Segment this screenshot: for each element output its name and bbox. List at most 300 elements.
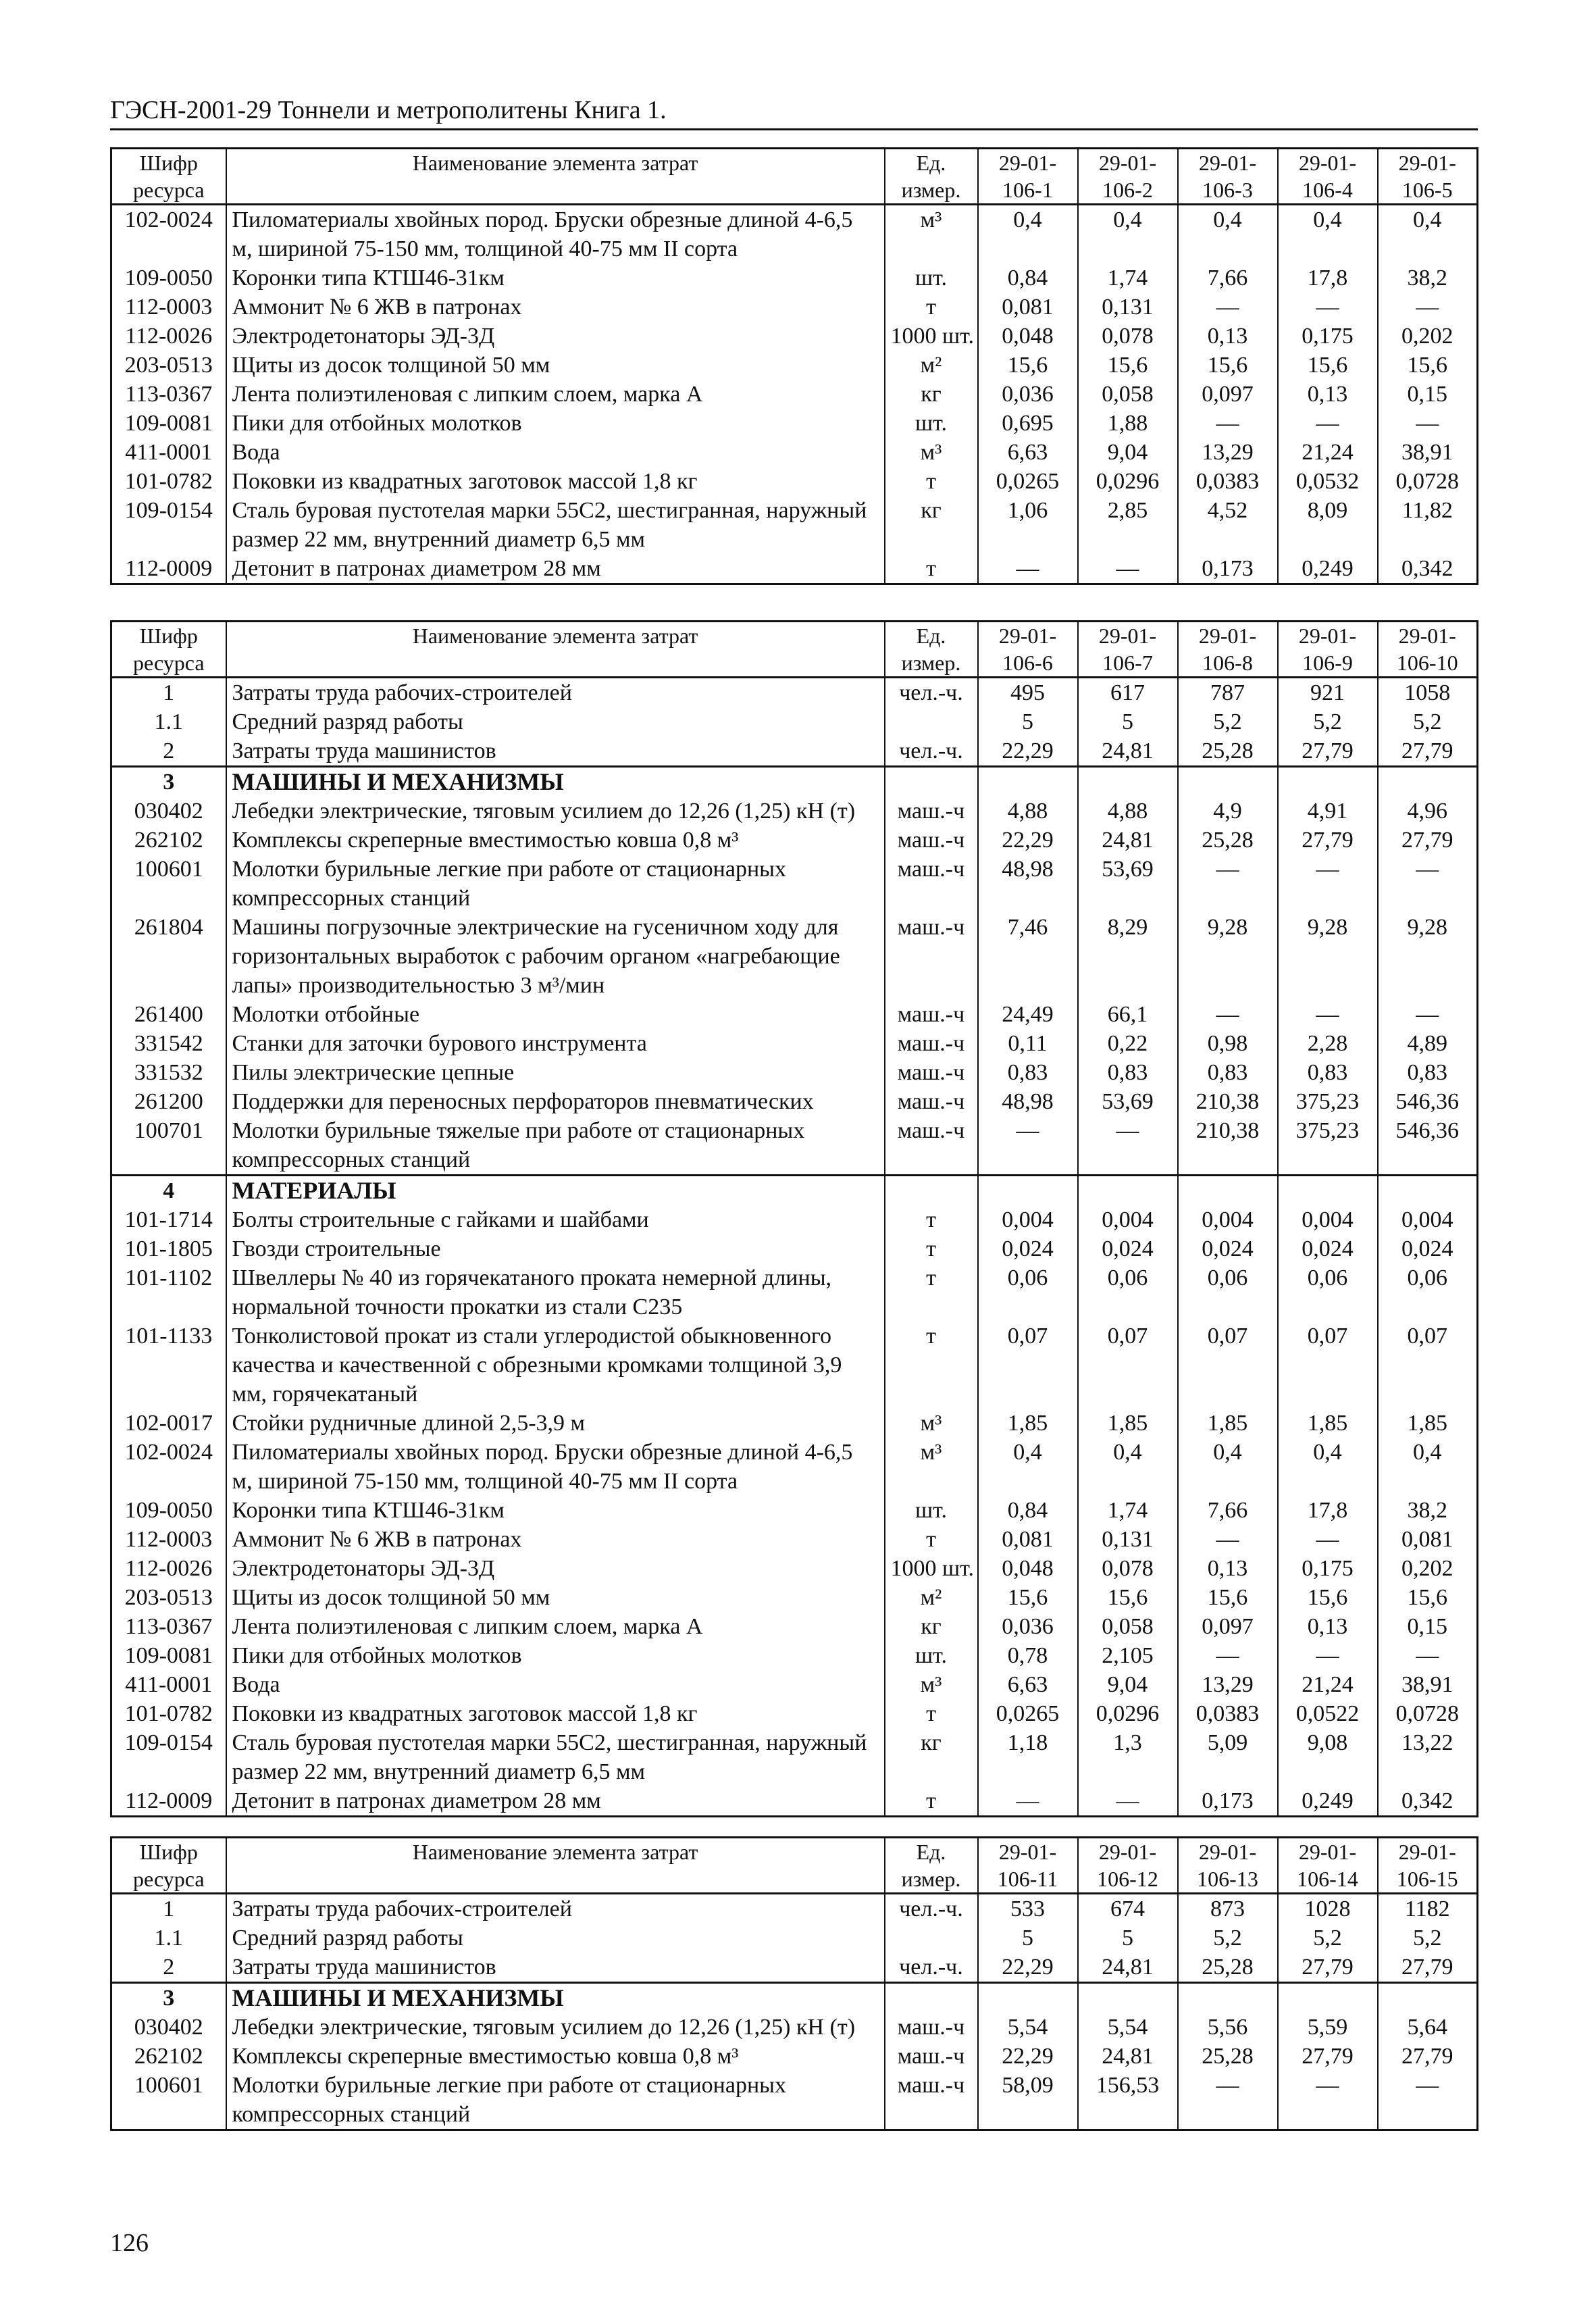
header-norm-code: 29-01-106-13	[1178, 1838, 1278, 1894]
norm-value: 0,0265	[978, 467, 1078, 496]
norm-value: 0,342	[1378, 554, 1478, 584]
resource-code: 109-0081	[111, 409, 226, 438]
norm-value: 27,79	[1278, 736, 1378, 767]
resource-code: 101-1714	[111, 1205, 226, 1234]
resource-code: 100601	[111, 2071, 226, 2130]
header-unit: Ед. измер.	[885, 149, 978, 205]
norm-value	[978, 1983, 1078, 2013]
norm-value: 0,13	[1278, 1612, 1378, 1641]
table-row	[111, 1205, 1478, 1234]
resource-code: 109-0154	[111, 1728, 226, 1786]
unit-of-measure: чел.-ч.	[885, 1894, 978, 1924]
resource-code: 262102	[111, 826, 226, 855]
norm-value: 6,63	[978, 438, 1078, 467]
norm-value	[978, 1176, 1078, 1206]
cost-element-name: Затраты труда рабочих-строителей	[226, 678, 885, 708]
norm-value: 0,4	[1278, 1438, 1378, 1496]
header-unit: Ед. измер.	[885, 622, 978, 678]
resource-code: 109-0154	[111, 496, 226, 554]
norm-value: 375,23	[1278, 1116, 1378, 1176]
norm-value: —	[1278, 1525, 1378, 1554]
table-row	[111, 1641, 1478, 1670]
norm-value: 27,79	[1378, 826, 1478, 855]
header-norm-code: 29-01-106-10	[1378, 622, 1478, 678]
norm-value: 2,105	[1078, 1641, 1178, 1670]
unit-of-measure: маш.-ч	[885, 2071, 978, 2130]
resource-code: 109-0050	[111, 1496, 226, 1525]
norm-value: 48,98	[978, 1087, 1078, 1116]
unit-of-measure: маш.-ч	[885, 2013, 978, 2042]
resource-code: 030402	[111, 797, 226, 826]
norm-value: 15,6	[1278, 351, 1378, 380]
unit-of-measure: м³	[885, 1409, 978, 1438]
norm-value: 25,28	[1178, 2042, 1278, 2071]
norm-value: 5	[1078, 1923, 1178, 1953]
norm-value: 6,63	[978, 1670, 1078, 1699]
norm-value: 5,09	[1178, 1728, 1278, 1786]
norm-value: 0,98	[1178, 1029, 1278, 1058]
norm-value	[1078, 767, 1178, 797]
resource-code: 112-0026	[111, 1554, 226, 1583]
cost-element-name: Пиломатериалы хвойных пород. Бруски обрезные длиной 4-6,5 м, шириной 75-150 мм, толщиной 40-75 мм II сорта	[226, 205, 885, 264]
norm-value: 0,4	[978, 1438, 1078, 1496]
norm-value: —	[1278, 293, 1378, 322]
norm-value: 0,048	[978, 322, 1078, 351]
norm-value: 0,078	[1078, 322, 1178, 351]
cost-element-name: Детонит в патронах диаметром 28 мм	[226, 1786, 885, 1817]
resource-code: 203-0513	[111, 351, 226, 380]
cost-element-name: Поковки из квадратных заготовок массой 1,8 кг	[226, 1699, 885, 1728]
norm-value: 0,22	[1078, 1029, 1178, 1058]
norm-value: 0,078	[1078, 1554, 1178, 1583]
cost-element-name: Комплексы скреперные вместимостью ковша 0,8 м³	[226, 2042, 885, 2071]
header-norm-code: 29-01-106-3	[1178, 149, 1278, 205]
header-norm-code: 29-01-106-15	[1378, 1838, 1478, 1894]
norm-value: 9,04	[1078, 438, 1178, 467]
norm-value: 0,4	[1078, 205, 1178, 264]
norm-value: 38,91	[1378, 1670, 1478, 1699]
table-row	[111, 1234, 1478, 1263]
table-row	[111, 1029, 1478, 1058]
cost-element-name: Комплексы скреперные вместимостью ковша 0,8 м³	[226, 826, 885, 855]
table-row	[111, 293, 1478, 322]
cost-element-name: Болты строительные с гайками и шайбами	[226, 1205, 885, 1234]
norm-value: 0,13	[1278, 380, 1378, 409]
norm-value: 5	[978, 1923, 1078, 1953]
norm-value: 0,84	[978, 263, 1078, 293]
unit-of-measure: т	[885, 1786, 978, 1817]
norm-value: 7,66	[1178, 263, 1278, 293]
table-row	[111, 1953, 1478, 1983]
table-row	[111, 1263, 1478, 1322]
norm-value: 15,6	[978, 351, 1078, 380]
norm-value: 533	[978, 1894, 1078, 1924]
table-row	[111, 1087, 1478, 1116]
norm-value: 4,9	[1178, 797, 1278, 826]
norm-value: 5,2	[1178, 1923, 1278, 1953]
norm-value: 38,2	[1378, 263, 1478, 293]
resource-code: 331532	[111, 1058, 226, 1087]
norm-value	[1078, 1176, 1178, 1206]
norm-value: 27,79	[1378, 1953, 1478, 1983]
norm-value: —	[1378, 293, 1478, 322]
unit-of-measure: маш.-ч	[885, 797, 978, 826]
table-row	[111, 678, 1478, 708]
unit-of-measure: кг	[885, 1612, 978, 1641]
cost-element-name: Станки для заточки бурового инструмента	[226, 1029, 885, 1058]
norm-value: 0,4	[1378, 1438, 1478, 1496]
norm-value: 0,175	[1278, 1554, 1378, 1583]
resource-code: 411-0001	[111, 1670, 226, 1699]
cost-element-name: Затраты труда рабочих-строителей	[226, 1894, 885, 1924]
resource-code: 2	[111, 1953, 226, 1983]
norm-value: 0,249	[1278, 1786, 1378, 1817]
unit-of-measure: маш.-ч	[885, 1087, 978, 1116]
table-row	[111, 1058, 1478, 1087]
unit-of-measure: чел.-ч.	[885, 736, 978, 767]
norm-value: 15,6	[1178, 351, 1278, 380]
norm-value: 0,4	[1078, 1438, 1178, 1496]
norm-value: 1,74	[1078, 1496, 1178, 1525]
norm-value: 66,1	[1078, 1000, 1178, 1029]
table-row	[111, 736, 1478, 767]
norm-value: 1,85	[978, 1409, 1078, 1438]
unit-of-measure: маш.-ч	[885, 826, 978, 855]
cost-element-name: Поковки из квадратных заготовок массой 1,8 кг	[226, 467, 885, 496]
norm-value: 0,07	[1178, 1322, 1278, 1409]
table-row	[111, 2013, 1478, 2042]
norm-value: 1,06	[978, 496, 1078, 554]
resource-code: 1	[111, 1894, 226, 1924]
unit-of-measure: чел.-ч.	[885, 1953, 978, 1983]
norm-value: —	[1278, 409, 1378, 438]
norm-value: 0,4	[978, 205, 1078, 264]
norm-value: 4,89	[1378, 1029, 1478, 1058]
norm-value: 0,036	[978, 1612, 1078, 1641]
cost-element-name: Затраты труда машинистов	[226, 736, 885, 767]
resource-code: 261400	[111, 1000, 226, 1029]
resource-code: 1.1	[111, 1923, 226, 1953]
table-row	[111, 1786, 1478, 1817]
cost-element-name: Коронки типа КТШ46-31км	[226, 263, 885, 293]
norm-value: 0,048	[978, 1554, 1078, 1583]
norm-value: —	[1278, 1000, 1378, 1029]
norm-value: 53,69	[1078, 1087, 1178, 1116]
cost-element-name: Гвозди строительные	[226, 1234, 885, 1263]
section-row	[111, 1176, 1478, 1206]
cost-element-name: Лебедки электрические, тяговым усилием до 12,26 (1,25) кН (т)	[226, 797, 885, 826]
norm-value: 9,28	[1378, 913, 1478, 1000]
norm-value: 787	[1178, 678, 1278, 708]
norm-value: 15,6	[1078, 1583, 1178, 1612]
cost-element-name: Аммонит № 6 ЖВ в патронах	[226, 1525, 885, 1554]
resource-code: 203-0513	[111, 1583, 226, 1612]
norm-value: 15,6	[1378, 351, 1478, 380]
resource-code: 2	[111, 736, 226, 767]
norm-value: 15,6	[1178, 1583, 1278, 1612]
norm-value: 0,695	[978, 409, 1078, 438]
norm-value: 8,09	[1278, 496, 1378, 554]
table-row	[111, 2042, 1478, 2071]
cost-element-name: Щиты из досок толщиной 50 мм	[226, 351, 885, 380]
resource-code: 411-0001	[111, 438, 226, 467]
norm-value: 0,0728	[1378, 1699, 1478, 1728]
norm-value: —	[1178, 1525, 1278, 1554]
section-row	[111, 1983, 1478, 2013]
norm-value: 0,081	[978, 1525, 1078, 1554]
resource-code: 112-0003	[111, 293, 226, 322]
norm-value: 9,28	[1278, 913, 1378, 1000]
norm-value: 0,058	[1078, 380, 1178, 409]
resource-code: 112-0009	[111, 554, 226, 584]
norm-value: 0,131	[1078, 1525, 1178, 1554]
norm-value: 0,07	[978, 1322, 1078, 1409]
norm-value: 13,29	[1178, 1670, 1278, 1699]
resource-code: 3	[111, 1983, 226, 2013]
cost-element-name: Сталь буровая пустотелая марки 55С2, шестигранная, наружный размер 22 мм, внутренний диаметр 6,5 мм	[226, 1728, 885, 1786]
norm-value: 0,83	[1078, 1058, 1178, 1087]
norm-value: 2,85	[1078, 496, 1178, 554]
resource-code: 113-0367	[111, 380, 226, 409]
unit-of-measure: маш.-ч	[885, 1058, 978, 1087]
norm-value: —	[1178, 1641, 1278, 1670]
cost-element-name: Машины погрузочные электрические на гусеничном ходу для горизонтальных выработок с рабочим органом «нагребающие лапы» производительностью 3 м³/мин	[226, 913, 885, 1000]
norm-value: 0,036	[978, 380, 1078, 409]
norm-value: —	[1378, 855, 1478, 913]
cost-element-name: Пики для отбойных молотков	[226, 409, 885, 438]
norm-value: 13,29	[1178, 438, 1278, 467]
norm-value: 0,06	[978, 1263, 1078, 1322]
norm-value: 21,24	[1278, 438, 1378, 467]
norm-value: 0,15	[1378, 1612, 1478, 1641]
header-name: Наименование элемента затрат	[226, 149, 885, 205]
cost-element-name: Пилы электрические цепные	[226, 1058, 885, 1087]
norm-value: 0,83	[978, 1058, 1078, 1087]
resource-code: 262102	[111, 2042, 226, 2071]
norm-value: 15,6	[1378, 1583, 1478, 1612]
norm-value: —	[1378, 1000, 1478, 1029]
table-row	[111, 1583, 1478, 1612]
norm-value: 0,83	[1378, 1058, 1478, 1087]
norm-value: 921	[1278, 678, 1378, 708]
unit-of-measure: кг	[885, 380, 978, 409]
table-row	[111, 2071, 1478, 2130]
norm-value: 0,06	[1378, 1263, 1478, 1322]
norm-value: 0,4	[1378, 205, 1478, 264]
resource-code: 3	[111, 767, 226, 797]
unit-of-measure: т	[885, 554, 978, 584]
resource-code: 112-0003	[111, 1525, 226, 1554]
norm-value: 0,06	[1078, 1263, 1178, 1322]
table-header-row	[111, 1838, 1478, 1894]
norm-value: 15,6	[1078, 351, 1178, 380]
table-row	[111, 707, 1478, 736]
norm-value: 4,91	[1278, 797, 1378, 826]
norm-value: —	[1178, 409, 1278, 438]
table-row	[111, 496, 1478, 554]
unit-of-measure: чел.-ч.	[885, 678, 978, 708]
cost-element-name: Сталь буровая пустотелая марки 55С2, шестигранная, наружный размер 22 мм, внутренний диаметр 6,5 мм	[226, 496, 885, 554]
section-row	[111, 767, 1478, 797]
norm-value: 13,22	[1378, 1728, 1478, 1786]
header-norm-code: 29-01-106-6	[978, 622, 1078, 678]
norm-value: 0,024	[978, 1234, 1078, 1263]
norm-value: 4,52	[1178, 496, 1278, 554]
norm-value: 15,6	[978, 1583, 1078, 1612]
resource-code: 112-0026	[111, 322, 226, 351]
table-row	[111, 1554, 1478, 1583]
table-row	[111, 380, 1478, 409]
norm-value: 11,82	[1378, 496, 1478, 554]
norm-value: 24,49	[978, 1000, 1078, 1029]
norm-value: 27,79	[1278, 826, 1378, 855]
norm-value: 0,081	[1378, 1525, 1478, 1554]
norm-value: 0,097	[1178, 380, 1278, 409]
norm-value: 1,18	[978, 1728, 1078, 1786]
unit-of-measure: м²	[885, 351, 978, 380]
resource-code: 112-0009	[111, 1786, 226, 1817]
unit-of-measure: шт.	[885, 1641, 978, 1670]
norm-value: 873	[1178, 1894, 1278, 1924]
header-norm-code: 29-01-106-1	[978, 149, 1078, 205]
cost-element-name: Средний разряд работы	[226, 707, 885, 736]
table-row	[111, 913, 1478, 1000]
table-row	[111, 1116, 1478, 1176]
cost-element-name: Лента полиэтиленовая с липким слоем, марка А	[226, 380, 885, 409]
norm-value: 0,058	[1078, 1612, 1178, 1641]
norm-value: 17,8	[1278, 263, 1378, 293]
cost-element-name: Молотки бурильные легкие при работе от стационарных компрессорных станций	[226, 855, 885, 913]
norm-value: 5,2	[1178, 707, 1278, 736]
resource-code: 102-0024	[111, 1438, 226, 1496]
norm-value: 0,06	[1178, 1263, 1278, 1322]
norm-value: 0,4	[1178, 205, 1278, 264]
resource-table-2	[110, 620, 1478, 1817]
norm-value: 4,88	[1078, 797, 1178, 826]
norm-value: 2,28	[1278, 1029, 1378, 1058]
norm-value: 0,0522	[1278, 1699, 1378, 1728]
cost-element-name: Щиты из досок толщиной 50 мм	[226, 1583, 885, 1612]
unit-of-measure: маш.-ч	[885, 1116, 978, 1176]
norm-value: 15,6	[1278, 1583, 1378, 1612]
table-row	[111, 855, 1478, 913]
resource-code: 100601	[111, 855, 226, 913]
norm-value: —	[1378, 2071, 1478, 2130]
unit-of-measure: м²	[885, 1583, 978, 1612]
cost-element-name: МАТЕРИАЛЫ	[226, 1176, 885, 1206]
norm-value: 22,29	[978, 1953, 1078, 1983]
cost-element-name: Поддержки для переносных перфораторов пневматических	[226, 1087, 885, 1116]
page-number: 126	[110, 2229, 149, 2257]
unit-of-measure: т	[885, 1234, 978, 1263]
resource-code: 102-0024	[111, 205, 226, 264]
norm-value: 4,96	[1378, 797, 1478, 826]
norm-value: 0,83	[1178, 1058, 1278, 1087]
resource-code: 1	[111, 678, 226, 708]
header-norm-code: 29-01-106-14	[1278, 1838, 1378, 1894]
norm-value: 0,004	[1278, 1205, 1378, 1234]
norm-value: 0,07	[1078, 1322, 1178, 1409]
norm-value: 0,11	[978, 1029, 1078, 1058]
header-norm-code: 29-01-106-2	[1078, 149, 1178, 205]
unit-of-measure: маш.-ч	[885, 913, 978, 1000]
norm-value: —	[1178, 1000, 1278, 1029]
cost-element-name: Электродетонаторы ЭД-3Д	[226, 1554, 885, 1583]
table-row	[111, 1894, 1478, 1924]
norm-value: —	[1278, 2071, 1378, 2130]
norm-value: 25,28	[1178, 736, 1278, 767]
table-row	[111, 1525, 1478, 1554]
cost-element-name: Детонит в патронах диаметром 28 мм	[226, 554, 885, 584]
cost-element-name: Коронки типа КТШ46-31км	[226, 1496, 885, 1525]
norm-value: 0,024	[1378, 1234, 1478, 1263]
norm-value: 24,81	[1078, 736, 1178, 767]
norm-value: 617	[1078, 678, 1178, 708]
header-name: Наименование элемента затрат	[226, 1838, 885, 1894]
norm-value: 24,81	[1078, 826, 1178, 855]
cost-element-name: Вода	[226, 1670, 885, 1699]
norm-value: 1028	[1278, 1894, 1378, 1924]
unit-of-measure: маш.-ч	[885, 855, 978, 913]
norm-value: 0,4	[1178, 1438, 1278, 1496]
unit-of-measure: т	[885, 1205, 978, 1234]
unit-of-measure: м³	[885, 438, 978, 467]
norm-value: —	[978, 1116, 1078, 1176]
table-row	[111, 351, 1478, 380]
cost-element-name: Молотки бурильные тяжелые при работе от стационарных компрессорных станций	[226, 1116, 885, 1176]
norm-value: 1,85	[1178, 1409, 1278, 1438]
resource-code: 331542	[111, 1029, 226, 1058]
norm-value: 22,29	[978, 826, 1078, 855]
norm-value	[1278, 767, 1378, 797]
norm-value: 0,15	[1378, 380, 1478, 409]
norm-value: 0,0296	[1078, 467, 1178, 496]
cost-element-name: Стойки рудничные длиной 2,5-3,9 м	[226, 1409, 885, 1438]
header-norm-code: 29-01-106-12	[1078, 1838, 1178, 1894]
cost-element-name: Средний разряд работы	[226, 1923, 885, 1953]
norm-value: 38,91	[1378, 438, 1478, 467]
norm-value: 674	[1078, 1894, 1178, 1924]
norm-value: 0,202	[1378, 1554, 1478, 1583]
norm-value: 1,3	[1078, 1728, 1178, 1786]
cost-element-name: Молотки бурильные легкие при работе от стационарных компрессорных станций	[226, 2071, 885, 2130]
norm-value: 7,66	[1178, 1496, 1278, 1525]
norm-value: 27,79	[1278, 2042, 1378, 2071]
norm-value: 5,2	[1278, 1923, 1378, 1953]
unit-of-measure: 1000 шт.	[885, 322, 978, 351]
norm-value: 5	[1078, 707, 1178, 736]
norm-value: 0,83	[1278, 1058, 1378, 1087]
norm-value: —	[978, 1786, 1078, 1817]
norm-value: 0,342	[1378, 1786, 1478, 1817]
norm-value	[1178, 767, 1278, 797]
norm-value: —	[1378, 409, 1478, 438]
norm-value: 5	[978, 707, 1078, 736]
resource-table-1	[110, 147, 1478, 585]
table-header-row	[111, 149, 1478, 205]
resource-code: 101-0782	[111, 467, 226, 496]
resource-code: 113-0367	[111, 1612, 226, 1641]
table-row	[111, 1923, 1478, 1953]
norm-value: 9,04	[1078, 1670, 1178, 1699]
norm-value: 156,53	[1078, 2071, 1178, 2130]
norm-value: 27,79	[1278, 1953, 1378, 1983]
norm-value	[1378, 1983, 1478, 2013]
unit-of-measure: т	[885, 1699, 978, 1728]
cost-element-name: Тонколистовой прокат из стали углеродистой обыкновенного качества и качественной с обрезными кромками толщиной 3,9 мм, горячекатаный	[226, 1322, 885, 1409]
norm-value: —	[1078, 554, 1178, 584]
norm-value: 1058	[1378, 678, 1478, 708]
